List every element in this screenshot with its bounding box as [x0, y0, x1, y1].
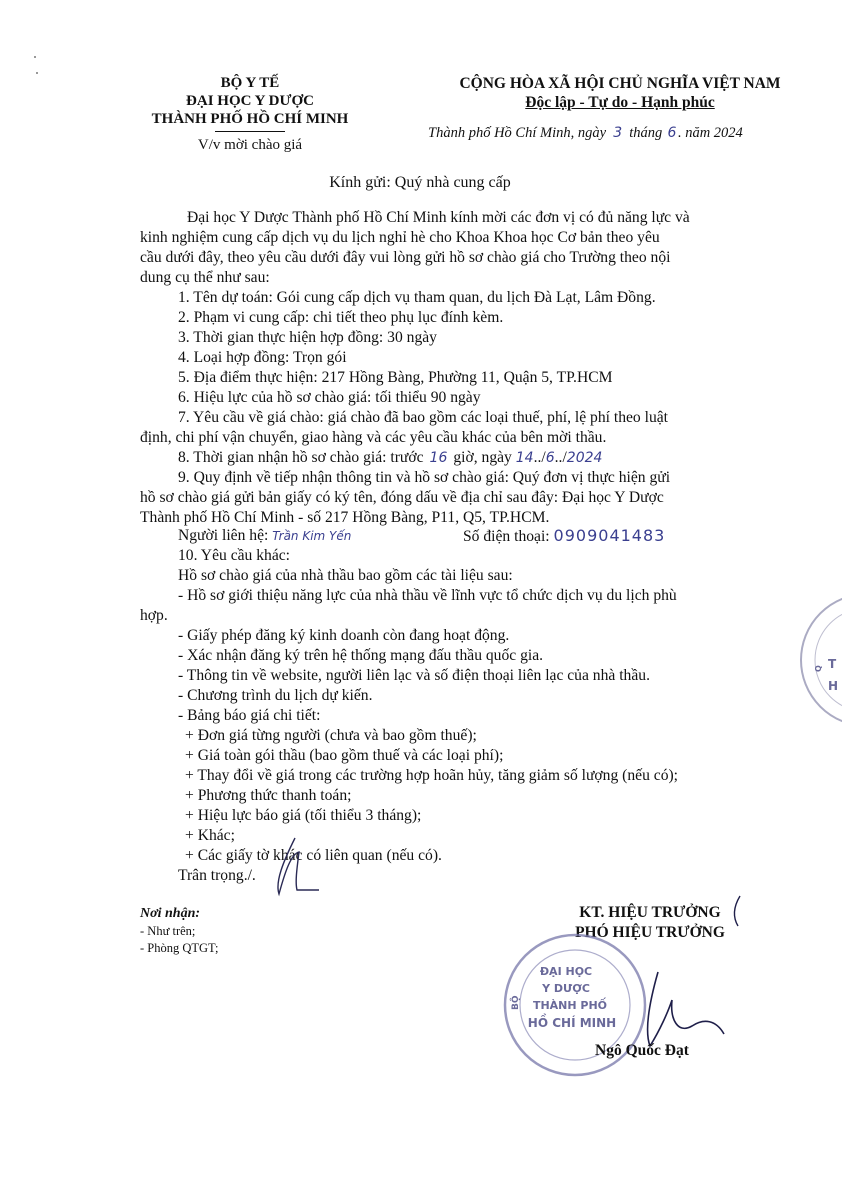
handwritten-date-day: 14	[515, 450, 534, 466]
recipient-item: - Như trên;	[140, 924, 196, 938]
item-line: 2. Phạm vi cung cấp: chi tiết theo phụ lục đính kèm.	[178, 309, 504, 326]
item-line: 4. Loại hợp đồng: Trọn gói	[178, 349, 347, 366]
year-label: năm 2024	[685, 125, 743, 141]
item-line: 6. Hiệu lực của hồ sơ chào giá: tối thiểu 90 ngày	[178, 389, 481, 406]
handwritten-phone: 0909041483	[553, 526, 666, 545]
intro-line: kinh nghiệm cung cấp dịch vụ du lịch nghỉ hè cho Khoa Khoa học Cơ bản theo yêu	[140, 229, 660, 246]
header-left-divider	[215, 131, 285, 132]
handwritten-date-month: 6	[545, 450, 555, 466]
doc-line: hợp.	[140, 607, 168, 624]
motto-text: Độc lập - Tự do - Hạnh phúc	[525, 94, 715, 111]
intro-line: dung cụ thể như sau:	[140, 269, 270, 286]
scan-speck	[36, 72, 38, 74]
handwritten-date-year: 2024	[566, 450, 603, 466]
university-name-line2: THÀNH PHỐ HỒ CHÍ MINH	[151, 111, 349, 127]
recipients-title: Nơi nhận:	[140, 906, 201, 921]
item-10-lead: Hồ sơ chào giá của nhà thầu bao gồm các tài liệu sau:	[178, 567, 513, 584]
doc-subline: + Các giấy tờ khác có liên quan (nếu có).	[185, 847, 442, 864]
doc-subline: + Giá toàn gói thầu (bao gồm thuế và các loại phí);	[185, 747, 504, 764]
handwritten-hour: 16	[429, 450, 448, 466]
initials-signature	[255, 832, 325, 902]
contact-person-label: Người liên hệ:	[178, 527, 269, 544]
signature-title-line2: PHÓ HIỆU TRƯỞNG	[575, 924, 725, 941]
item-line: 7. Yêu cầu về giá chào: giá chào đã bao gồm các loại thuế, phí, lệ phí theo luật	[178, 409, 669, 426]
item-line: 3. Thời gian thực hiện hợp đồng: 30 ngày	[178, 329, 437, 346]
doc-subline: + Đơn giá từng người (chưa và bao gồm thuế);	[185, 727, 477, 744]
seal-line: HỒ CHÍ MINH	[527, 1016, 617, 1030]
doc-subline: + Phương thức thanh toán;	[185, 787, 352, 804]
intro-line: Đại học Y Dược Thành phố Hồ Chí Minh kính mời các đơn vị có đủ năng lực và	[187, 209, 690, 226]
date-prefix: Thành phố Hồ Chí Minh, ngày	[428, 125, 607, 141]
contact-person	[178, 526, 351, 546]
contact-phone	[463, 526, 665, 547]
doc-subline: + Hiệu lực báo giá (tối thiểu 3 tháng);	[185, 807, 422, 824]
doc-line: - Bảng báo giá chi tiết:	[178, 707, 321, 724]
scan-speck	[34, 56, 36, 58]
intro-line: cầu dưới đây, theo yêu cầu dưới đây vui lòng gửi hồ sơ chào giá cho Trường theo nội	[140, 249, 671, 266]
item-8-prefix: 8. Thời gian nhận hồ sơ chào giá: trước	[178, 449, 424, 466]
item-9-line: 9. Quy định về tiếp nhận thông tin và hồ sơ chào giá: Quý đơn vị thực hiện gửi	[178, 469, 671, 486]
place-date: Thành phố Hồ Chí Minh, ngày 3 tháng 6 . năm 2024	[428, 125, 743, 141]
item-8-deadline: 8. Thời gian nhận hồ sơ chào giá: trước 16 giờ, ngày 14../6../2024	[178, 449, 603, 466]
doc-subline: + Khác;	[185, 827, 235, 844]
signature-title-line1: KT. HIỆU TRƯỞNG	[579, 904, 721, 921]
doc-line: - Giấy phép đăng ký kinh doanh còn đang hoạt động.	[178, 627, 510, 644]
closing: Trân trọng./.	[178, 867, 256, 884]
seal-line: Y DƯỢC	[542, 982, 590, 995]
edge-seal-fragment	[795, 590, 842, 730]
month-label: tháng	[629, 125, 663, 141]
doc-subline: + Thay đổi về giá trong các trường hợp hoãn hủy, tăng giảm số lượng (nếu có);	[185, 767, 679, 784]
handwritten-contact-name: Trần Kim Yến	[272, 529, 352, 543]
doc-line: - Xác nhận đăng ký trên hệ thống mạng đấu thầu quốc gia.	[178, 647, 544, 664]
seal-side-text: BỘ	[511, 995, 521, 1010]
item-9-line: Thành phố Hồ Chí Minh - số 217 Hồng Bàng, P11, Q5, TP.HCM.	[140, 509, 550, 526]
contact-phone-label: Số điện thoại:	[463, 528, 550, 545]
recipient-item: - Phòng QTGT;	[140, 941, 219, 955]
university-name-line1: ĐẠI HỌC Y DƯỢC	[186, 93, 314, 109]
item-10-title: 10. Yêu cầu khác:	[178, 547, 290, 564]
handwritten-month: 6	[667, 125, 677, 141]
national-motto	[420, 94, 820, 112]
edge-seal-letter: T	[828, 657, 837, 671]
nation-title: CỘNG HÒA XÃ HỘI CHỦ NGHĨA VIỆT NAM	[459, 75, 781, 92]
item-line: 5. Địa điểm thực hiện: 217 Hồng Bàng, Phường 11, Quận 5, TP.HCM	[178, 369, 613, 386]
item-9-line: hồ sơ chào giá gửi bản giấy có ký tên, đóng dấu về địa chỉ sau đây: Đại học Y Dược	[140, 489, 664, 506]
document-subject: V/v mời chào giá	[197, 137, 303, 153]
doc-line: - Chương trình du lịch dự kiến.	[178, 687, 373, 704]
handwritten-day: 3	[613, 125, 623, 141]
item-line: 1. Tên dự toán: Gói cung cấp dịch vụ tham quan, du lịch Đà Lạt, Lâm Đồng.	[178, 289, 656, 306]
signer-name: Ngô Quốc Đạt	[595, 1042, 689, 1059]
seal-line: THÀNH PHỐ	[532, 999, 608, 1012]
doc-line: - Hồ sơ giới thiệu năng lực của nhà thầu về lĩnh vực tổ chức dịch vụ du lịch phù	[178, 587, 677, 604]
doc-line: - Thông tin về website, người liên lạc và số điện thoại liên lạc của nhà thầu.	[178, 667, 650, 684]
edge-seal-letter: H	[828, 679, 839, 693]
seal-line: ĐẠI HỌC	[539, 965, 593, 978]
edge-seal-side: Q	[814, 665, 823, 672]
item-line: định, chi phí vận chuyển, giao hàng và các yêu cầu khác của bên mời thầu.	[140, 429, 607, 446]
item-8-hour-label: giờ, ngày	[453, 449, 512, 466]
ministry-name: BỘ Y TẾ	[220, 75, 280, 91]
signature-tick	[728, 892, 748, 932]
salutation: Kính gửi: Quý nhà cung cấp	[329, 174, 511, 191]
